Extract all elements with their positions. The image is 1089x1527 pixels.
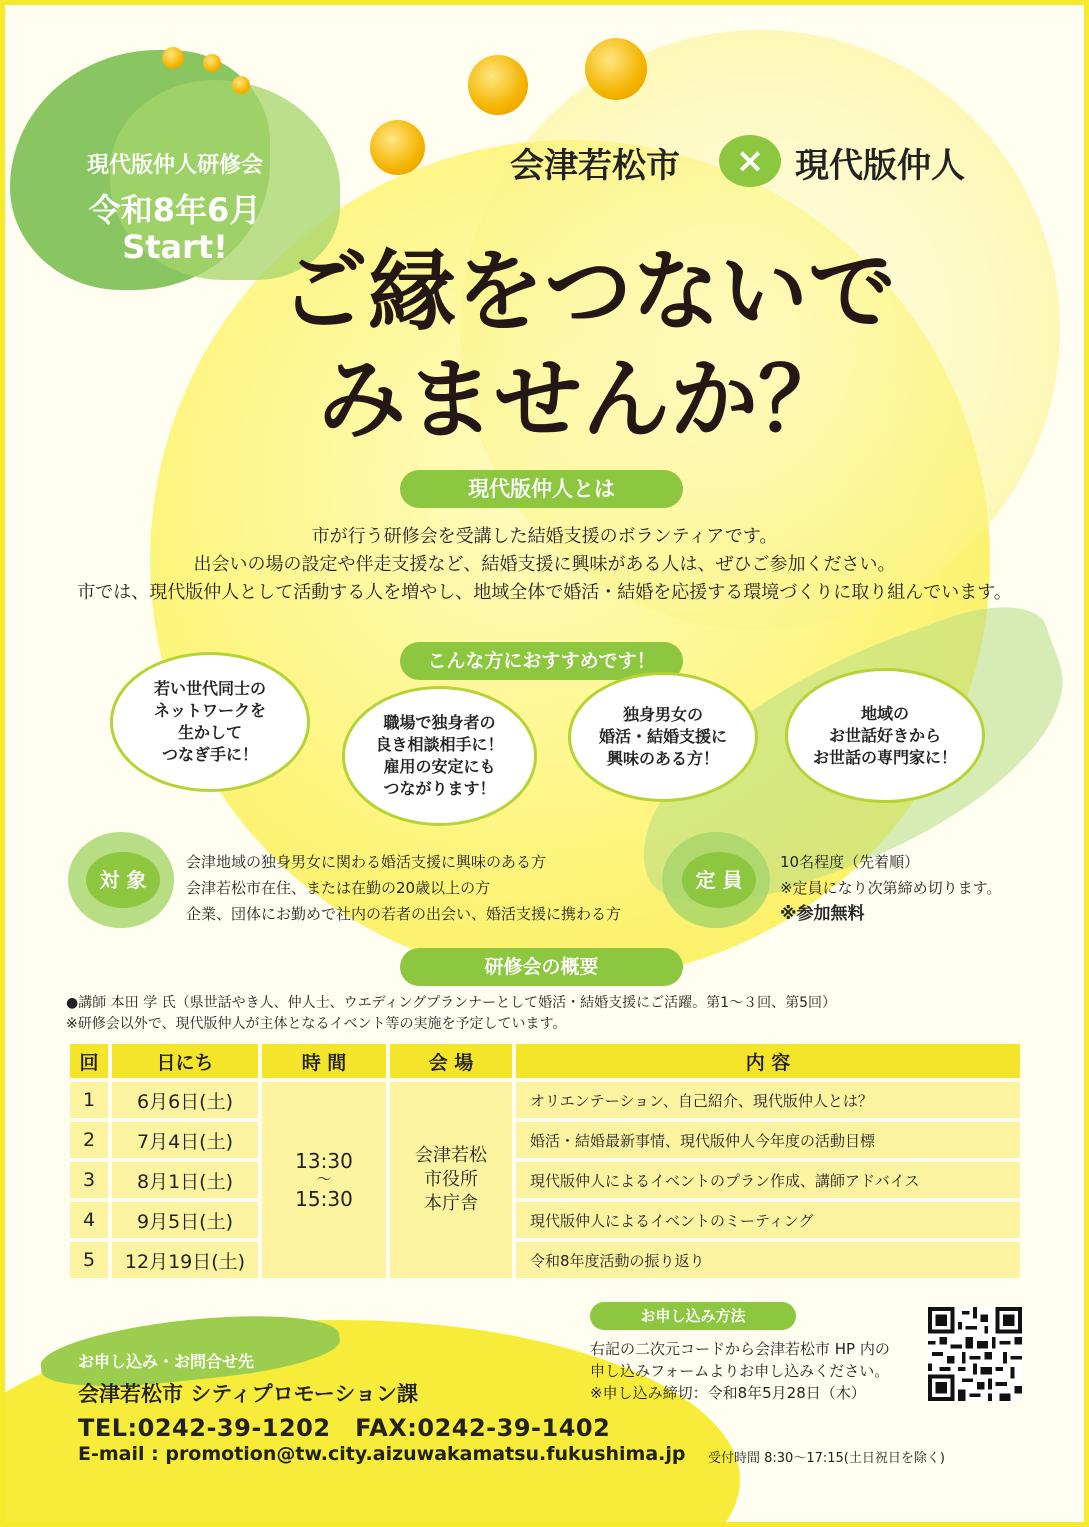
row-date: 9月5日(土) bbox=[112, 1202, 258, 1238]
bubble-line: つなぎ手に！ bbox=[161, 745, 258, 764]
row-no: 1 bbox=[70, 1082, 108, 1118]
row-content: 令和8年度活動の振り返り bbox=[516, 1242, 1020, 1278]
target-line: 会津地域の独身男女に関わる婚活支援に興味のある方 bbox=[186, 853, 547, 871]
venue-line: 市役所 bbox=[424, 1169, 478, 1190]
bubble-line: 地域の bbox=[860, 703, 909, 723]
bubble-line: 雇用の安定にも bbox=[383, 757, 496, 776]
row-no: 2 bbox=[70, 1122, 108, 1158]
row-content: 婚活・結婚最新事情、現代版仲人今年度の活動目標 bbox=[516, 1122, 1020, 1158]
capacity-line: 10名程度（先着順） bbox=[780, 853, 920, 871]
apply-line: 右記の二次元コードから会津若松市 HP 内の bbox=[590, 1340, 890, 1358]
about-title: 現代版仲人とは bbox=[400, 470, 683, 508]
capacity-free: ※参加無料 bbox=[780, 904, 865, 924]
contact-telfax: TEL:0242-39-1202 FAX:0242-39-1402 bbox=[78, 1414, 611, 1442]
bubble-line: お世話好きから bbox=[828, 725, 941, 745]
bubble-line: 若い世代同士の bbox=[153, 679, 266, 698]
about-line: 市が行う研修会を受講した結婚支援のボランティアです。 bbox=[311, 526, 778, 547]
headline-line2: みませんか？ bbox=[318, 347, 847, 451]
row-no: 5 bbox=[70, 1242, 108, 1278]
contact-dept: 会津若松市 シティプロモーション課 bbox=[78, 1382, 418, 1406]
header-time: 時 間 bbox=[262, 1044, 386, 1078]
badge-line2: 令和8年6月 bbox=[88, 191, 262, 229]
bubble-line: ネットワークを bbox=[153, 701, 266, 720]
venue-line: 本庁舎 bbox=[424, 1193, 478, 1214]
header-city: 会津若松市 bbox=[510, 146, 680, 186]
bubble-line: 独身男女の bbox=[622, 705, 703, 724]
row-content: オリエンテーション、自己紹介、現代版仲人とは？ bbox=[516, 1082, 1020, 1118]
bubble-line: 良き相談相手に！ bbox=[375, 735, 504, 754]
apply-deadline: ※申し込み締切：令和8年5月28日（木） bbox=[590, 1384, 866, 1402]
header-date: 日にち bbox=[112, 1044, 258, 1078]
row-content: 現代版仲人によるイベントのミーティング bbox=[516, 1202, 1020, 1238]
bubble-line: 興味のある方！ bbox=[606, 749, 719, 768]
row-no: 4 bbox=[70, 1202, 108, 1238]
venue-line: 会津若松 bbox=[415, 1145, 487, 1166]
bubble-line: 職場で独身者の bbox=[383, 713, 496, 732]
target-label: 対 象 bbox=[86, 852, 160, 908]
time-start: 13:30 bbox=[295, 1149, 353, 1173]
row-date: 6月6日(土) bbox=[112, 1082, 258, 1118]
contact-hours: 受付時間 8:30～17:15(土日祝日を除く) bbox=[708, 1451, 945, 1466]
row-date: 8月1日(土) bbox=[112, 1162, 258, 1198]
bubble-line: 生かして bbox=[177, 723, 242, 742]
about-line: 市では、現代版仲人として活動する人を増やし、地域全体で婚活・結婚を応援する環境づくりに取り組んでいます。 bbox=[77, 582, 1012, 603]
bubble-line: つながります！ bbox=[383, 779, 496, 798]
target-line: 会津若松市在住、または在勤の20歳以上の方 bbox=[186, 879, 491, 897]
contact-email[interactable]: E-mail : promotion@tw.city.aizuwakamatsu.fukushima.jp bbox=[78, 1443, 686, 1465]
overview-lecturer: ●講師 本田 学 氏（県世話やき人、仲人士、ウエディングプランナーとして婚活・結婚支援にご活躍。第1～３回、第5回） bbox=[66, 995, 836, 1011]
row-date: 12月19日(土) bbox=[112, 1242, 258, 1278]
row-content: 現代版仲人によるイベントのプラン作成、講師アドバイス bbox=[516, 1162, 1020, 1198]
bubble-line: 婚活・結婚支援に bbox=[598, 727, 727, 746]
capacity-line: ※定員になり次第締め切ります。 bbox=[780, 879, 1002, 897]
bubble-line: お世話の専門家に！ bbox=[812, 747, 957, 767]
recommend-title: こんな方におすすめです！ bbox=[400, 642, 683, 680]
badge-line3: Start! bbox=[122, 228, 228, 266]
headline-line1: ご縁をつないで bbox=[280, 239, 897, 343]
capacity-label: 定 員 bbox=[682, 852, 756, 908]
apply-line: 申し込みフォームよりお申し込みください。 bbox=[590, 1362, 890, 1380]
header-venue: 会 場 bbox=[390, 1044, 512, 1078]
header-partner: 現代版仲人 bbox=[795, 146, 965, 186]
times-icon: × bbox=[719, 135, 781, 187]
header-content: 内 容 bbox=[516, 1044, 1020, 1078]
apply-title: お申し込み方法 bbox=[590, 1302, 796, 1330]
time-sep: ～ bbox=[317, 1172, 331, 1188]
overview-note: ※研修会以外で、現代版仲人が主体となるイベント等の実施を予定しています。 bbox=[66, 1016, 567, 1032]
row-no: 3 bbox=[70, 1162, 108, 1198]
row-date: 7月4日(土) bbox=[112, 1122, 258, 1158]
overview-title: 研修会の概要 bbox=[400, 948, 683, 986]
header-no: 回 bbox=[70, 1044, 108, 1078]
badge-line1: 現代版仲人研修会 bbox=[86, 153, 263, 178]
contact-title: お申し込み・お問合せ先 bbox=[78, 1352, 255, 1371]
about-line: 出会いの場の設定や伴走支援など、結婚支援に興味がある人は、ぜひご参加ください。 bbox=[193, 554, 896, 575]
time-end: 15:30 bbox=[295, 1187, 353, 1211]
target-line: 企業、団体にお勤めで社内の若者の出会い、婚活支援に携わる方 bbox=[186, 905, 622, 923]
